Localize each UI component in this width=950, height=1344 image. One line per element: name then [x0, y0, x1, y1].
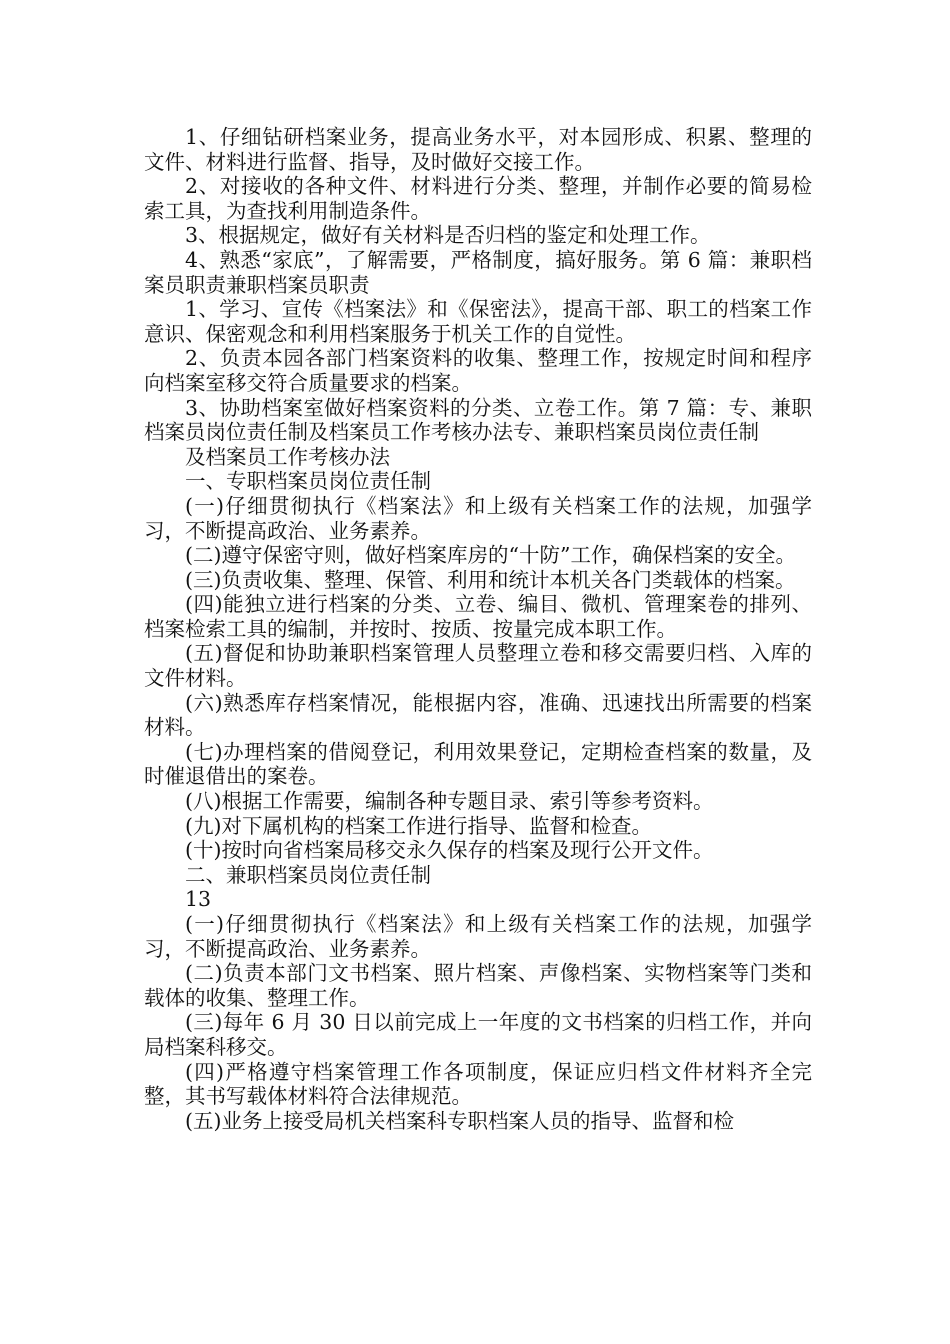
paragraph-16: (七)办理档案的借阅登记，利用效果登记，定期检查档案的数量，及时催退借出的案卷。	[144, 739, 812, 789]
paragraph-24: (三)每年 6 月 30 日以前完成上一年度的文书档案的归档工作，并向局档案科移交。	[144, 1010, 812, 1059]
section-heading-part-time: 二、兼职档案员岗位责任制	[185, 862, 431, 887]
paragraph-5: 1、学习、宣传《档案法》和《保密法》，提高干部、职工的档案工作意识、保密观念和利用档案服务于机关工作的自觉性。	[144, 297, 812, 346]
paragraph-14: (五)督促和协助兼职档案管理人员整理立卷和移交需要归档、入库的文件材料。	[144, 641, 812, 691]
paragraph-25: (四)严格遵守档案管理工作各项制度，保证应归档文件材料齐全完整，其书写载体材料符合法律规范。	[144, 1059, 812, 1109]
paragraph-19: (十)按时向省档案局移交永久保存的档案及现行公开文件。	[185, 838, 714, 863]
paragraph-18: (九)对下属机构的档案工作进行指导、监督和检查。	[185, 813, 652, 838]
paragraph-26: (五)业务上接受局机关档案科专职档案人员的指导、监督和检	[185, 1108, 734, 1133]
section-heading-full-time: 一、专职档案员岗位责任制	[185, 469, 431, 494]
paragraph-12: (三)负责收集、整理、保管、利用和统计本机关各门类载体的档案。	[185, 567, 796, 592]
paragraph-7: 3、协助档案室做好档案资料的分类、立卷工作。第 7 篇：专、兼职档案员岗位责任制及档案员工作考核办法专、兼职档案员岗位责任制	[144, 395, 812, 445]
paragraph-22: (一)仔细贯彻执行《档案法》和上级有关档案工作的法规，加强学习，不断提高政治、业务素养。	[144, 912, 812, 961]
paragraph-8: 及档案员工作考核办法	[185, 444, 390, 469]
paragraph-15: (六)熟悉库存档案情况，能根据内容，准确、迅速找出所需要的档案材料。	[144, 690, 812, 740]
paragraph-10: (一)仔细贯彻执行《档案法》和上级有关档案工作的法规，加强学习，不断提高政治、业务素养。	[144, 493, 812, 543]
paragraph-2: 2、对接收的各种文件、材料进行分类、整理，并制作必要的简易检索工具，为查找利用制造条件。	[144, 174, 812, 223]
paragraph-17: (八)根据工作需要，编制各种专题目录、索引等参考资料。	[185, 789, 714, 814]
paragraph-6: 2、负责本园各部门档案资料的收集、整理工作，按规定时间和程序向档案室移交符合质量要求的档案。	[144, 346, 812, 395]
paragraph-13: (四)能独立进行档案的分类、立卷、编目、微机、管理案卷的排列、档案检索工具的编制，并按时、按质、按量完成本职工作。	[144, 592, 812, 641]
paragraph-3: 3、根据规定，做好有关材料是否归档的鉴定和处理工作。	[185, 223, 711, 248]
paragraph-23: (二)负责本部门文书档案、照片档案、声像档案、实物档案等门类和载体的收集、整理工作。	[144, 961, 812, 1010]
document-body	[144, 125, 812, 1133]
page-number: 13	[185, 887, 212, 912]
paragraph-11: (二)遵守保密守则，做好档案库房的“十防”工作，确保档案的安全。	[185, 543, 796, 568]
paragraph-4: 4、熟悉“家底”，了解需要，严格制度，搞好服务。第 6 篇：兼职档案员职责兼职档案员职责	[144, 247, 812, 297]
paragraph-1: 1、仔细钻研档案业务，提高业务水平，对本园形成、积累、整理的文件、材料进行监督、指导，及时做好交接工作。	[144, 125, 812, 174]
